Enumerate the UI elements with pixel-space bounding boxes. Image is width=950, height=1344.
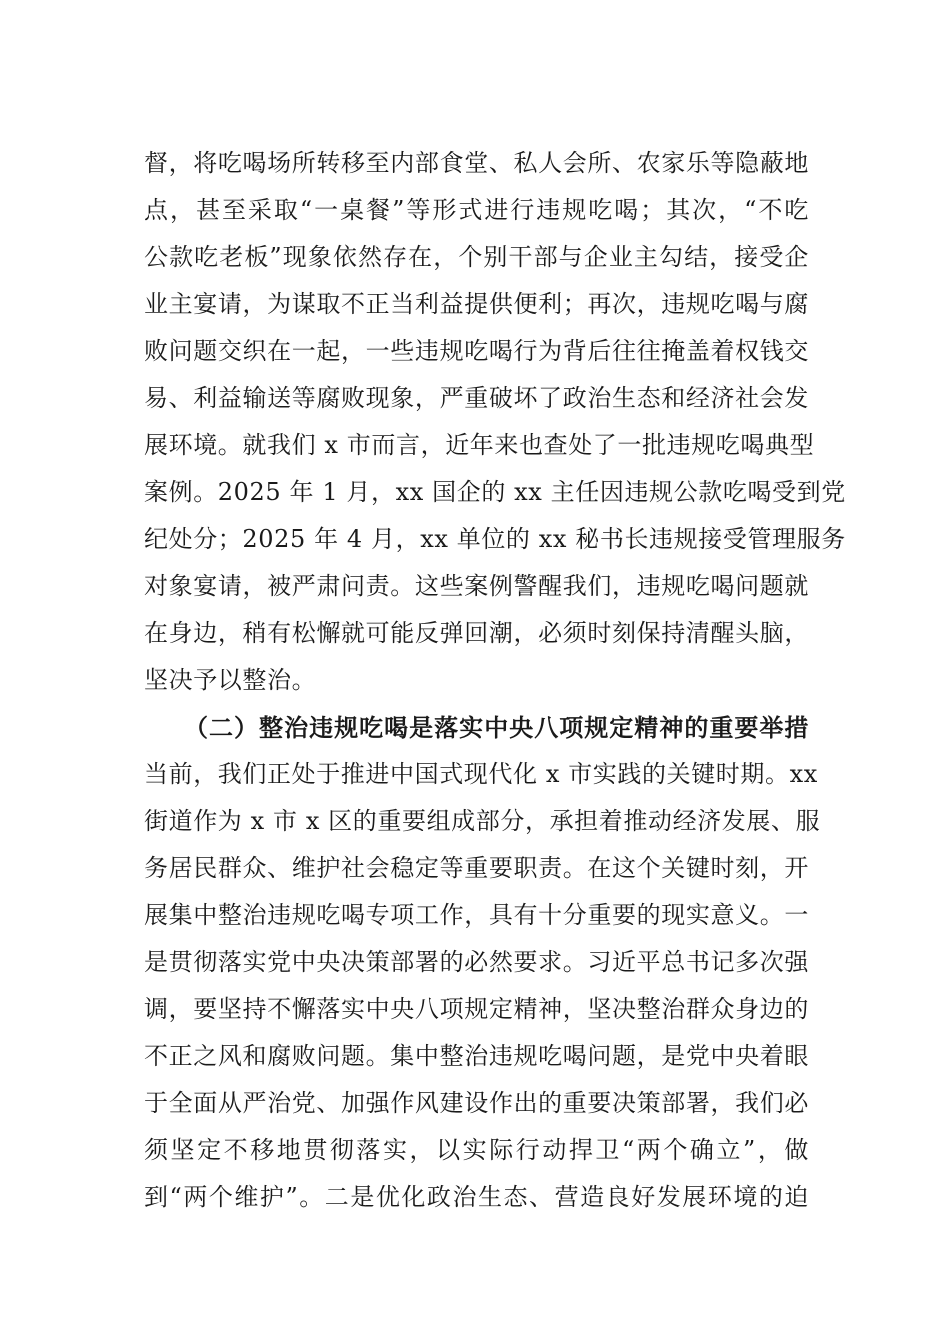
paragraph-line: 须坚定不移地贯彻落实，以实际行动捍卫“两个确立”，做	[144, 1136, 809, 1164]
paragraph-2	[144, 751, 821, 1221]
paragraph-1	[144, 140, 846, 704]
paragraph-line: 纪处分；2025 年 4 月，xx 单位的 xx 秘书长违规接受管理服务	[144, 525, 846, 553]
paragraph-line: 在身边，稍有松懈就可能反弹回潮，必须时刻保持清醒头脑，	[144, 619, 809, 647]
paragraph-line: 败问题交织在一起，一些违规吃喝行为背后往往掩盖着权钱交	[144, 337, 809, 365]
paragraph-line: 展集中整治违规吃喝专项工作，具有十分重要的现实意义。一	[144, 901, 809, 929]
paragraph-line: 是贯彻落实党中央决策部署的必然要求。习近平总书记多次强	[144, 948, 809, 976]
paragraph-line: 调，要坚持不懈落实中央八项规定精神，坚决整治群众身边的	[144, 995, 809, 1023]
paragraph-line: 务居民群众、维护社会稳定等重要职责。在这个关键时刻，开	[144, 854, 809, 882]
paragraph-line: 到“两个维护”。二是优化政治生态、营造良好发展环境的迫	[144, 1183, 809, 1211]
paragraph-line: 案例。2025 年 1 月，xx 国企的 xx 主任因违规公款吃喝受到党	[144, 478, 846, 506]
paragraph-line: 公款吃老板”现象依然存在，个别干部与企业主勾结，接受企	[144, 243, 809, 271]
section-heading: （二）整治违规吃喝是落实中央八项规定精神的重要举措	[184, 713, 809, 742]
paragraph-line: 督，将吃喝场所转移至内部食堂、私人会所、农家乐等隐蔽地	[144, 149, 809, 177]
paragraph-line: 街道作为 x 市 x 区的重要组成部分，承担着推动经济发展、服	[144, 807, 821, 835]
paragraph-line: 于全面从严治党、加强作风建设作出的重要决策部署，我们必	[144, 1089, 809, 1117]
paragraph-line: 展环境。就我们 x 市而言，近年来也查处了一批违规吃喝典型	[144, 431, 815, 459]
paragraph-line: 易、利益输送等腐败现象，严重破坏了政治生态和经济社会发	[144, 384, 809, 412]
paragraph-line: 对象宴请，被严肃问责。这些案例警醒我们，违规吃喝问题就	[144, 572, 809, 600]
paragraph-line: 业主宴请，为谋取不正当利益提供便利；再次，违规吃喝与腐	[144, 290, 809, 318]
paragraph-line: 点，甚至采取“一桌餐”等形式进行违规吃喝；其次，“不吃	[144, 196, 809, 224]
paragraph-line: 不正之风和腐败问题。集中整治违规吃喝问题，是党中央着眼	[144, 1042, 809, 1070]
paragraph-line: 坚决予以整治。	[144, 666, 317, 694]
document-body	[144, 140, 846, 1221]
paragraph-line: 当前，我们正处于推进中国式现代化 x 市实践的关键时期。xx	[144, 760, 818, 788]
